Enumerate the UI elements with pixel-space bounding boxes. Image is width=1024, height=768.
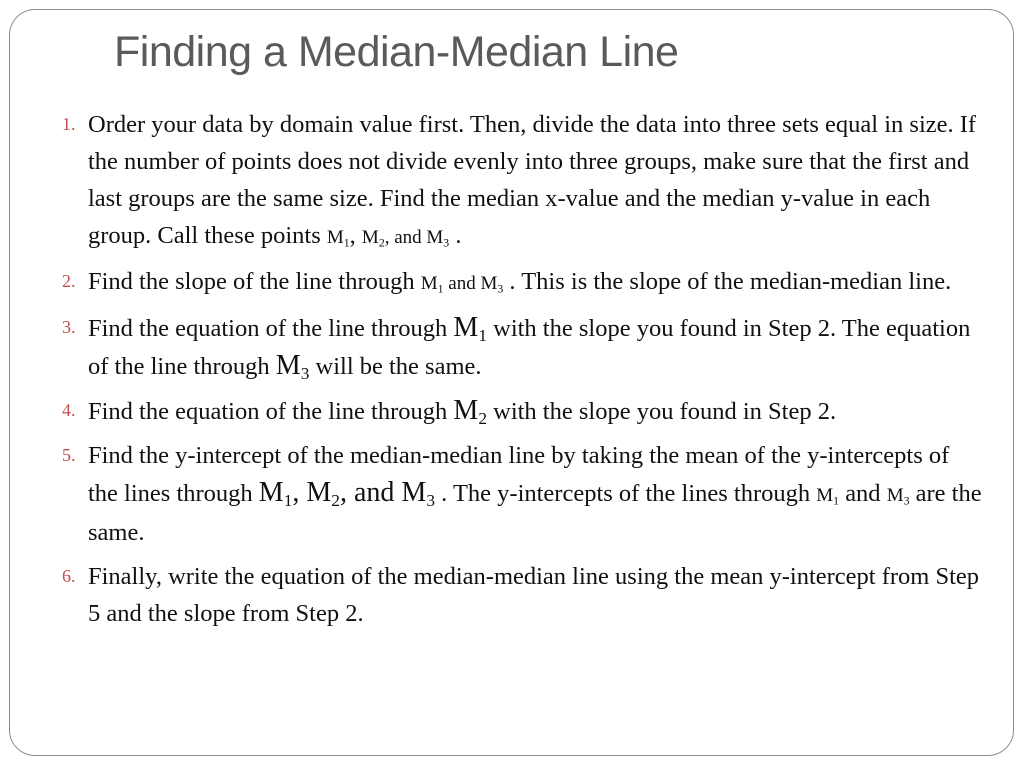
step-text: . The y-intercepts of the lines through [435, 480, 817, 507]
separator: and [443, 273, 481, 294]
step-text: Find the equation of the line through [88, 315, 454, 342]
steps-list [0, 106, 1024, 632]
step-3 [0, 309, 1024, 385]
separator: , and [339, 477, 402, 508]
point-m1: $M_1$ [453, 312, 487, 345]
point-m2: $M_2$ [453, 395, 487, 428]
step-text: Finally, write the equation of the median-median line using the mean y-intercept from Step 5 and the slope from Step 2. [88, 563, 980, 627]
point-m1: $M_1$ [258, 477, 293, 510]
step-text: Find the y-intercept of the median-median line by taking the mean of the y-intercepts of the lines through [88, 442, 950, 507]
step-text-end: . This is the slope of the median-median line. [503, 268, 952, 295]
point-m1: $M_1$ [816, 485, 840, 508]
step-4 [0, 392, 1024, 430]
step-number: 1. [62, 114, 76, 134]
step-5 [0, 437, 1024, 551]
separator: , and [384, 227, 427, 248]
step-number: 2. [62, 271, 76, 291]
point-m1: $M_1$ [326, 227, 350, 250]
step-2 [0, 263, 1024, 302]
step-number: 4. [62, 400, 76, 420]
step-text-end: will be the same. [309, 353, 482, 380]
step-text-end: . [449, 222, 462, 249]
point-m3: $M_3$ [426, 227, 450, 250]
step-text: with the slope you found in Step 2. The equation of the line through [88, 315, 971, 380]
point-m2: $M_2$ [361, 227, 385, 250]
point-m3: $M_3$ [886, 485, 910, 508]
step-1 [0, 106, 1024, 256]
step-text: Find the equation of the line through [88, 398, 454, 425]
step-6 [0, 558, 1024, 632]
separator: , [349, 222, 362, 249]
step-number: 6. [62, 566, 76, 586]
step-text-end: with the slope you found in Step 2. [487, 398, 837, 425]
slide-title: Finding a Median-Median Line [114, 28, 679, 76]
step-text: Find the slope of the line through [88, 268, 421, 295]
separator: , [292, 477, 307, 508]
step-text: Order your data by domain value first. Then, divide the data into three sets equal in size. If the number of points does not divide evenly into three groups, make sure that the first and last groups are the same size. Find the median x-value and the median y-value in each group. Call these points [88, 111, 977, 249]
point-m3: $M_3$ [480, 273, 504, 296]
separator: and [839, 480, 887, 507]
point-m3: $M_3$ [275, 350, 310, 383]
step-text-end: are the same. [88, 480, 982, 546]
step-number: 5. [62, 445, 76, 465]
step-number: 3. [62, 317, 76, 337]
point-m2: $M_2$ [306, 477, 340, 510]
point-m3: $M_3$ [401, 477, 436, 510]
point-m1: $M_1$ [420, 273, 444, 296]
